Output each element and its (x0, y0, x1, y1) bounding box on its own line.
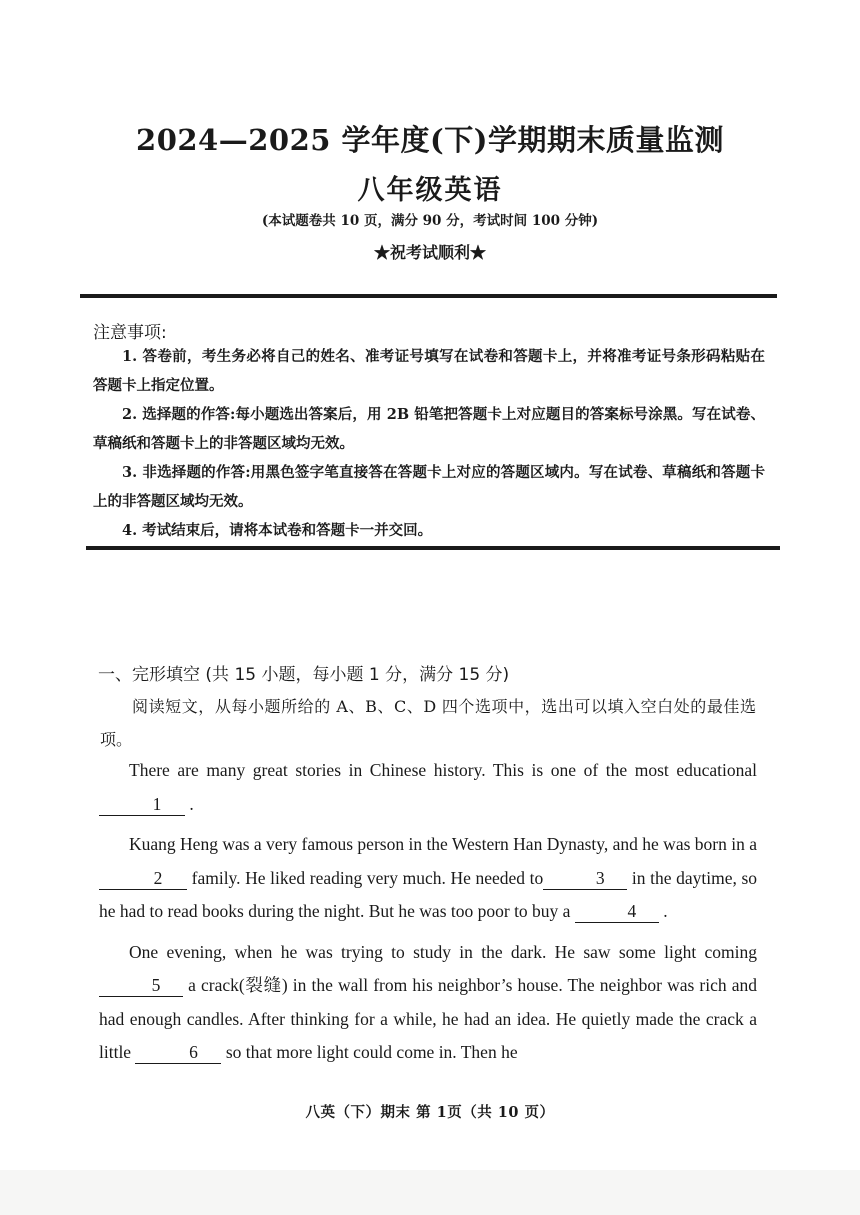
section-instructions: 阅读短文，从每小题所给的 A、B、C、D 四个选项中，选出可以填入空白处的最佳选项。 (100, 697, 756, 749)
blank-4: 4 (575, 902, 659, 923)
passage-text: so that more light could come in. Then he (225, 1042, 518, 1062)
blank-1: 1 (99, 795, 185, 816)
note-item: 4. 考试结束后，请将本试卷和答题卡一并交回。 (122, 522, 433, 539)
blank-3: 3 (543, 869, 627, 890)
passage-text: One evening, when he was trying to study in the dark. He saw some light coming (129, 941, 757, 962)
divider-bottom (86, 546, 780, 550)
passage-text: a crack(裂缝) in the wall from his neighbor’s house. The neighbor was rich and had enough candles. After thinking for a while, he had an idea. He quietly made the crack a little (99, 975, 757, 1062)
blank-2: 2 (99, 869, 187, 890)
passage-text: . (663, 901, 668, 921)
passage-text: family. He liked reading very much. He needed to (191, 867, 544, 888)
exam-subtitle: 八年级英语 (357, 175, 503, 206)
notes-heading: 注意事项: (93, 323, 167, 343)
passage-text: There are many great stories in Chinese history. This is one of the most educational (129, 760, 757, 780)
note-item: 1. 答卷前，考生务必将自己的姓名、准考证号填写在试卷和答题卡上，并将准考证号条形码粘贴在答题卡上指定位置。 (93, 348, 765, 394)
note-item: 2. 选择题的作答:每小题选出答案后，用 2B 铅笔把答题卡上对应题目的答案标号涂黑。写在试卷、草稿纸和答题卡上的非答题区域均无效。 (93, 406, 765, 452)
section-heading: 一、完形填空 (共 15 小题，每小题 1 分，满分 15 分) (98, 665, 510, 685)
page-footer: 八英（下）期末 第 1页（共 10 页） (305, 1104, 555, 1121)
passage-paragraph (99, 754, 757, 821)
cloze-passage (99, 754, 757, 1070)
passage-paragraph (99, 936, 757, 1070)
blank-6: 6 (135, 1043, 221, 1064)
exam-title: 2024—2025 学年度(下)学期期末质量监测 (136, 123, 724, 157)
passage-paragraph (99, 828, 757, 929)
notes-list (93, 342, 765, 545)
passage-text: Kuang Heng was a very famous person in the Western Han Dynasty, and he was born in a (129, 834, 757, 854)
divider-top (80, 294, 777, 298)
passage-text: in the daytime, so he had to read books during the night. But he was too poor to buy a (99, 867, 758, 921)
note-item: 3. 非选择题的作答:用黑色签字笔直接答在答题卡上对应的答题区域内。写在试卷、草稿纸和答题卡上的非答题区域均无效。 (93, 464, 765, 510)
exam-info: (本试题卷共 10 页，满分 90 分，考试时间 100 分钟) (261, 213, 599, 229)
page-margin (0, 1170, 860, 1215)
blank-5: 5 (99, 976, 183, 997)
good-luck-line: ★祝考试顺利★ (373, 243, 486, 262)
passage-text: . (189, 793, 194, 814)
